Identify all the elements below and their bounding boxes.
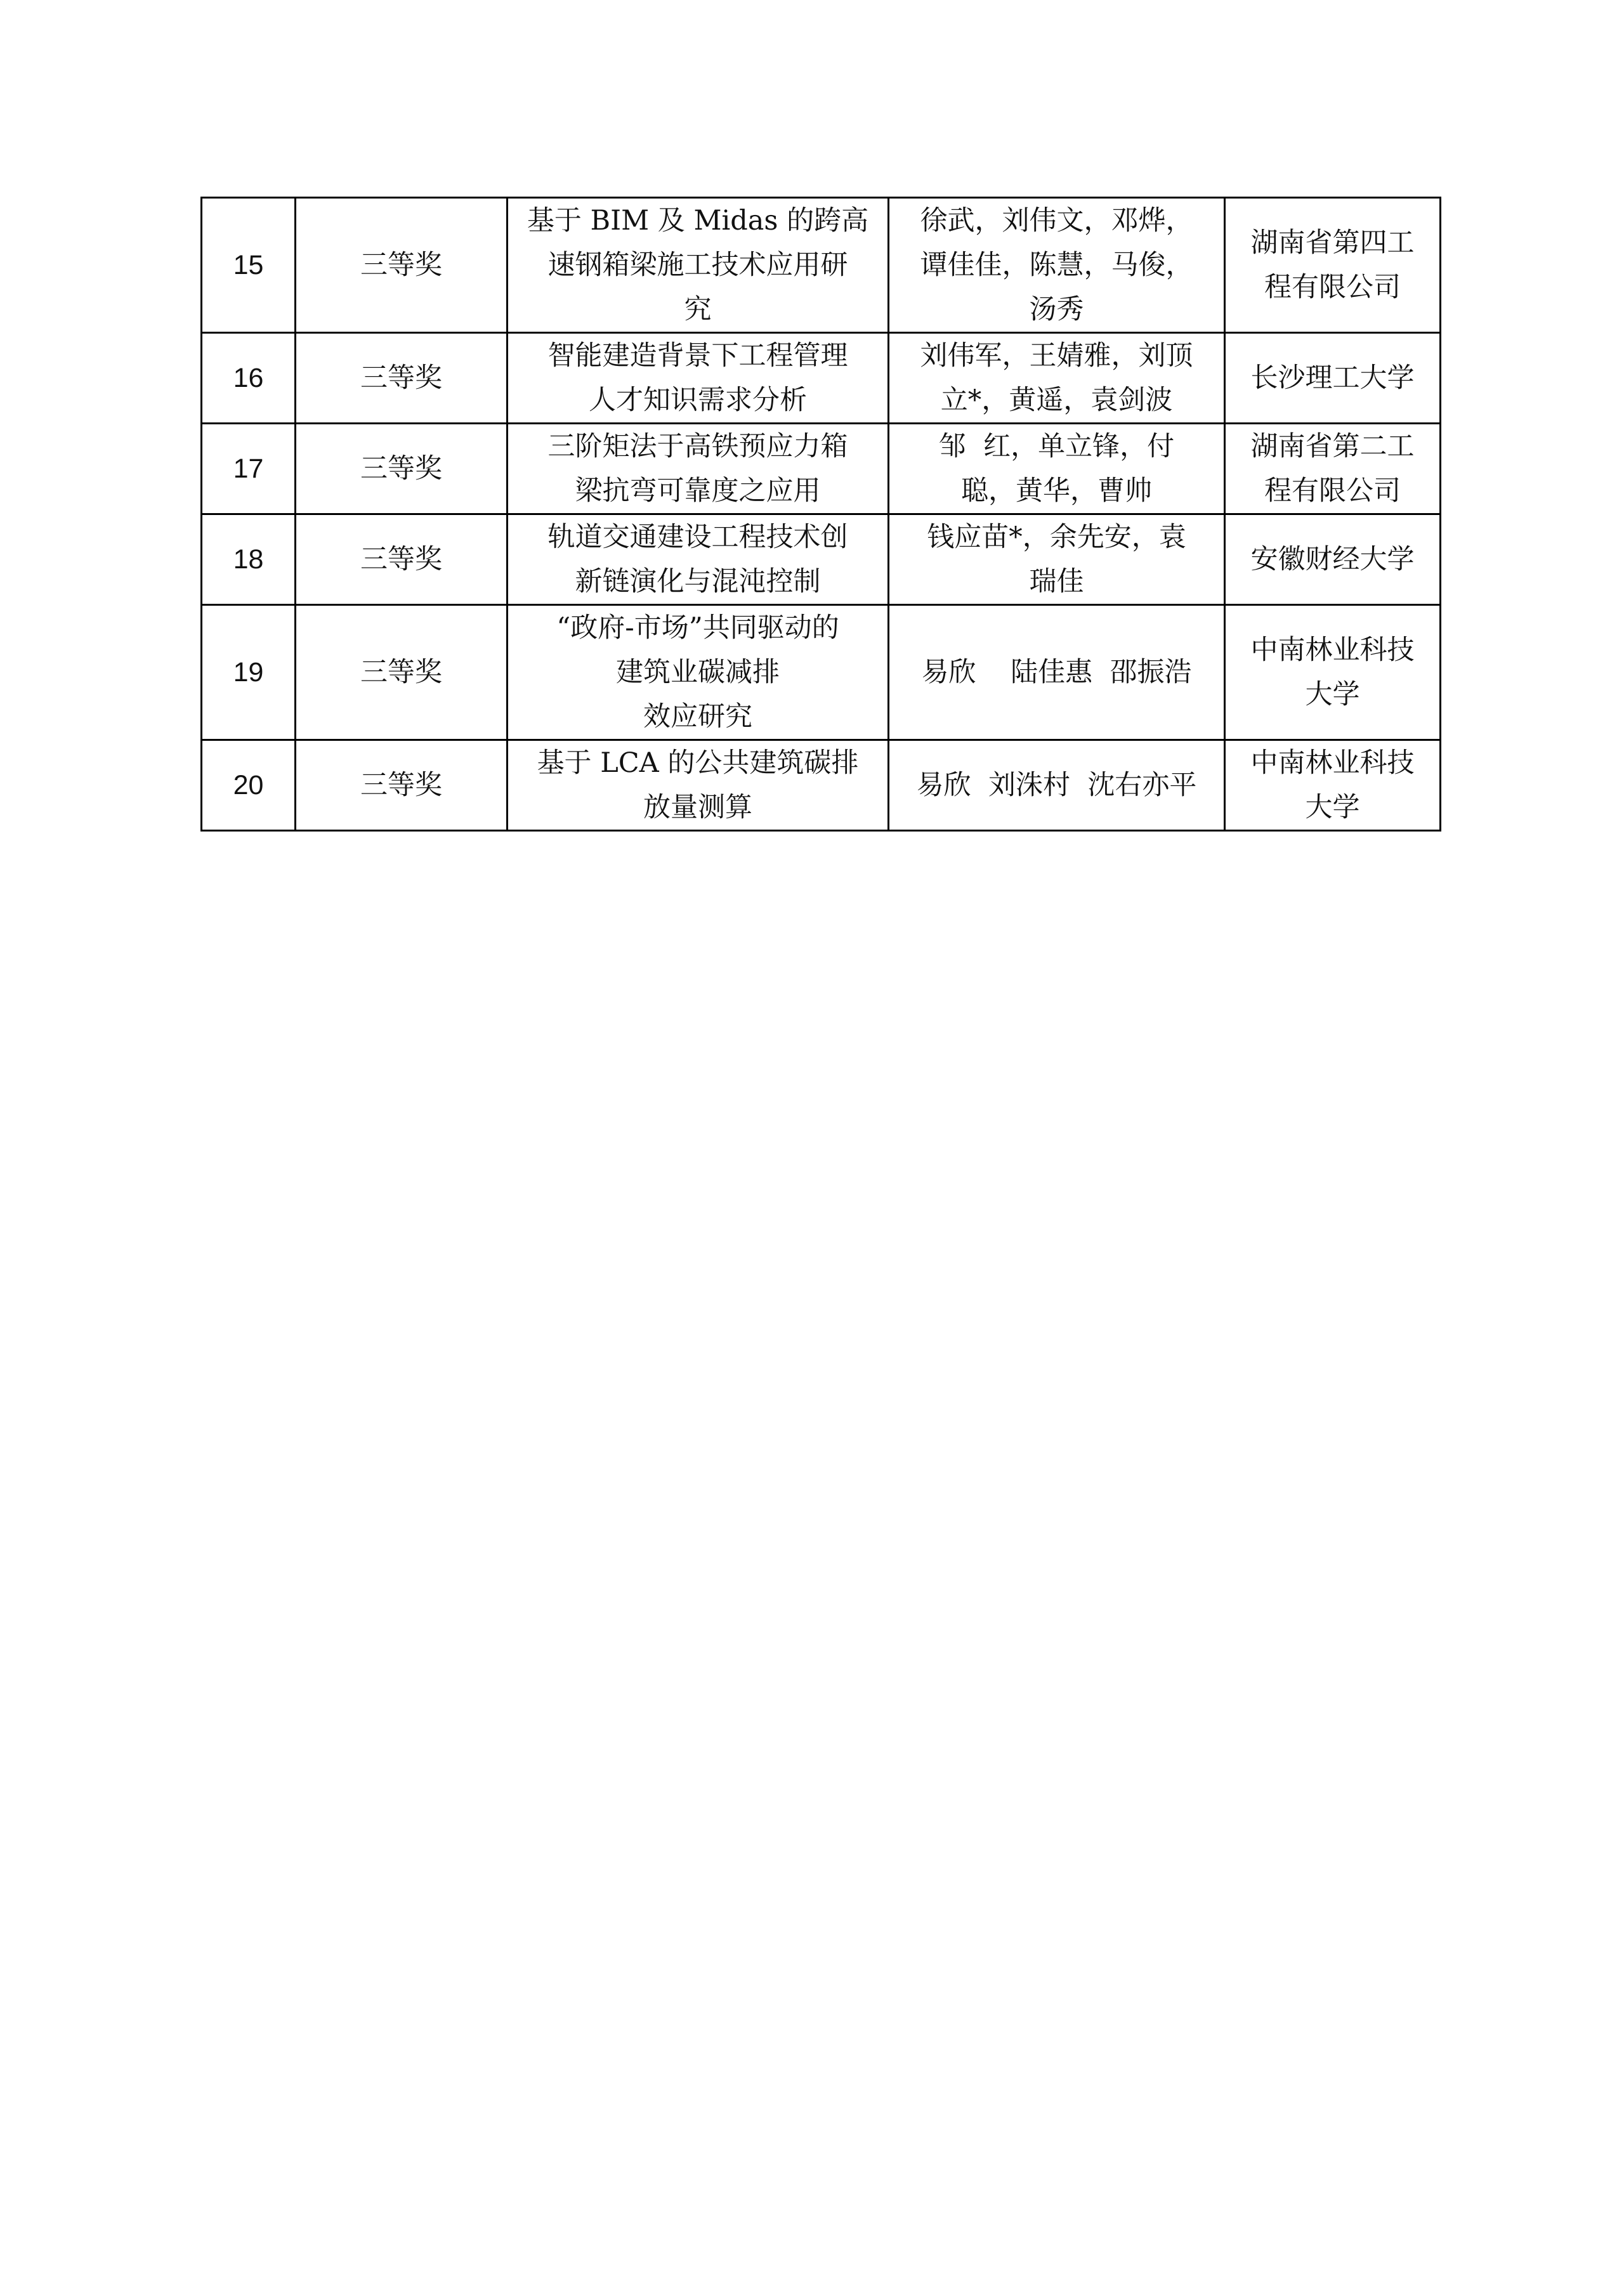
organization — [1225, 605, 1441, 740]
table-row — [202, 333, 1441, 424]
authors-line: 聪，黄华，曹帅 — [961, 475, 1152, 507]
authors-line: 立*，黄遥，袁剑波 — [940, 384, 1173, 416]
award-level: 三等奖 — [296, 198, 508, 333]
organization — [1225, 424, 1441, 514]
authors-line: 邹 红，单立锋，付 — [938, 431, 1175, 462]
authors-line: 易欣 刘洙村 沈右亦平 — [916, 769, 1197, 801]
paper-title — [508, 333, 889, 424]
row-number: 15 — [202, 198, 296, 333]
title-line: 究 — [684, 294, 712, 325]
organization-line: 安徽财经大学 — [1250, 544, 1415, 575]
authors-line: 刘伟军，王婧雅，刘顶 — [920, 340, 1193, 372]
table-row — [202, 740, 1441, 831]
award-level: 三等奖 — [296, 740, 508, 831]
award-level: 三等奖 — [296, 605, 508, 740]
organization-line: 程有限公司 — [1264, 475, 1401, 507]
authors-line: 钱应苗*，余先安，袁 — [927, 521, 1186, 553]
authors-line: 易欣 陆佳惠 邵振浩 — [921, 656, 1192, 688]
authors — [889, 198, 1225, 333]
paper-title — [508, 740, 889, 831]
title-line: “政府-市场”共同驱动的 — [556, 612, 839, 644]
paper-title — [508, 198, 889, 333]
organization-line: 中南林业科技 — [1250, 634, 1415, 666]
organization-line: 程有限公司 — [1264, 271, 1401, 303]
title-line: 建筑业碳减排 — [616, 656, 780, 688]
authors-line: 瑞佳 — [1029, 566, 1084, 597]
table-row — [202, 605, 1441, 740]
title-line: 轨道交通建设工程技术创 — [547, 521, 848, 553]
table-row — [202, 198, 1441, 333]
organization — [1225, 333, 1441, 424]
award-level: 三等奖 — [296, 424, 508, 514]
table-row — [202, 424, 1441, 514]
award-level: 三等奖 — [296, 514, 508, 605]
authors — [889, 605, 1225, 740]
organization-line: 长沙理工大学 — [1250, 362, 1415, 394]
title-line: 基于 BIM 及 Midas 的跨高 — [527, 205, 869, 237]
paper-title — [508, 424, 889, 514]
title-line: 梁抗弯可靠度之应用 — [575, 475, 821, 507]
organization-line: 大学 — [1305, 792, 1360, 823]
authors-line: 谭佳佳，陈慧，马俊， — [920, 249, 1193, 281]
row-number: 18 — [202, 514, 296, 605]
paper-title — [508, 605, 889, 740]
table-row — [202, 514, 1441, 605]
row-number: 20 — [202, 740, 296, 831]
organization — [1225, 740, 1441, 831]
title-line: 智能建造背景下工程管理 — [547, 340, 848, 372]
organization-line: 湖南省第四工 — [1250, 227, 1415, 259]
title-line: 三阶矩法于高铁预应力箱 — [547, 431, 848, 462]
organization-line: 大学 — [1305, 679, 1360, 710]
row-number: 17 — [202, 424, 296, 514]
title-line: 效应研究 — [643, 701, 752, 733]
title-line: 放量测算 — [643, 792, 752, 823]
title-line: 新链演化与混沌控制 — [575, 566, 821, 597]
paper-title — [508, 514, 889, 605]
authors-line: 汤秀 — [1029, 294, 1084, 325]
organization-line: 湖南省第二工 — [1250, 431, 1415, 462]
title-line: 速钢箱梁施工技术应用研 — [547, 249, 848, 281]
title-line: 人才知识需求分析 — [589, 384, 807, 416]
authors — [889, 333, 1225, 424]
organization — [1225, 198, 1441, 333]
authors — [889, 514, 1225, 605]
organization — [1225, 514, 1441, 605]
award-level: 三等奖 — [296, 333, 508, 424]
authors — [889, 740, 1225, 831]
row-number: 19 — [202, 605, 296, 740]
authors-line: 徐武，刘伟文，邓烨， — [920, 205, 1193, 237]
awards-table — [200, 197, 1441, 832]
row-number: 16 — [202, 333, 296, 424]
title-line: 基于 LCA 的公共建筑碳排 — [537, 747, 859, 779]
organization-line: 中南林业科技 — [1250, 747, 1415, 779]
authors — [889, 424, 1225, 514]
